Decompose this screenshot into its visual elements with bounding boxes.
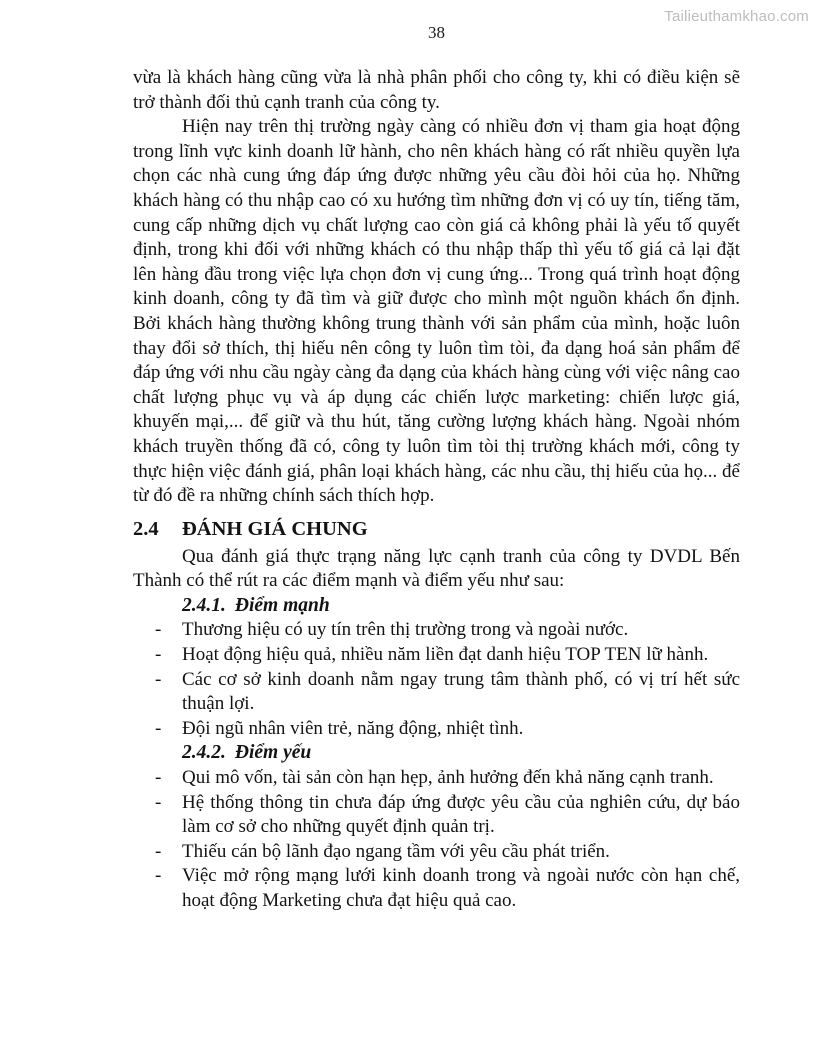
- subsection-number: 2.4.1.: [182, 594, 226, 616]
- list-item-text: Việc mở rộng mạng lưới kinh doanh trong và ngoài nước còn hạn chế, hoạt động Marketing chưa đạt hiệu quả cao.: [182, 865, 740, 911]
- page-number: 38: [428, 23, 445, 42]
- page-content: [133, 66, 740, 914]
- list-item: [133, 643, 740, 668]
- subsection-number: 2.4.2.: [182, 742, 226, 764]
- list-item-text: Các cơ sở kinh doanh nằm ngay trung tâm thành phố, có vị trí hết sức thuận lợi.: [182, 668, 740, 715]
- section-intro-paragraph: Qua đánh giá thực trạng năng lực cạnh tranh của công ty DVDL Bến Thành có thể rút ra các điểm mạnh và điểm yếu như sau:: [133, 545, 740, 592]
- list-dash: -: [155, 619, 162, 641]
- list-item-text: Đội ngũ nhân viên trẻ, năng động, nhiệt tình.: [182, 717, 524, 739]
- list-item: [133, 840, 740, 865]
- body-paragraph: vừa là khách hàng cũng vừa là nhà phân phối cho công ty, khi có điều kiện sẽ trở thành đối thủ cạnh tranh của công ty.: [133, 67, 740, 113]
- list-item-text: Qui mô vốn, tài sản còn hạn hẹp, ảnh hưởng đến khả năng cạnh tranh.: [182, 767, 714, 789]
- list-item: [133, 717, 740, 742]
- list-item: [133, 791, 740, 840]
- list-item: [133, 618, 740, 643]
- list-dash: -: [155, 668, 162, 690]
- list-item: [133, 766, 740, 791]
- body-paragraph: Hiện nay trên thị trường ngày càng có nhiều đơn vị tham gia hoạt động trong lĩnh vực kinh doanh lữ hành, cho nên khách hàng có rất nhiều quyền lựa chọn các nhà cung ứng đáp ứng được những yêu cầu đòi hỏi của họ. Những khách hàng có thu nhập cao có xu hướng tìm những đơn vị có uy tín, tiếng tăm, cung cấp những dịch vụ chất lượng cao còn giá cả không phải là yếu tố quyết định, trong khi đối với những khách có thu nhập thấp thì yếu tố giá cả lại đặt lên hàng đầu trong việc lựa chọn đơn vị cung ứng... Trong quá trình hoạt động kinh doanh, công ty đã tìm và giữ được cho mình một nguồn khách ổn định. Bởi khách hàng thường không trung thành với sản phẩm của mình, hoặc luôn thay đổi sở thích, thị hiếu nên công ty luôn tìm tòi, đa dạng hoá sản phẩm để đáp ứng với nhu cầu ngày càng đa dạng của khách hàng cùng với việc nâng cao chất lượng phục vụ và áp dụng các chiến lược marketing: chiến lược giá, khuyến mại,... để giữ và thu hút, tăng cường lượng khách hàng. Ngoài nhóm khách truyền thống đã có, công ty luôn tìm tòi thị trường khách mới, công ty thực hiện việc đánh giá, phân loại khách hàng, các nhu cầu, thị hiếu của họ... để từ đó đề ra những chính sách thích hợp.: [133, 116, 740, 507]
- subsection-heading-strengths: [133, 594, 740, 619]
- subsection-heading-weaknesses: [133, 741, 740, 766]
- section-title: ĐÁNH GIÁ CHUNG: [182, 517, 368, 540]
- list-dash: -: [155, 717, 162, 739]
- list-dash: -: [155, 865, 162, 887]
- section-heading: [133, 516, 740, 542]
- list-dash: -: [155, 644, 162, 666]
- subsection-title: Điểm yếu: [234, 742, 312, 764]
- list-item: [133, 864, 740, 913]
- watermark-text: Tailieuthamkhao.com: [664, 8, 809, 25]
- list-dash: -: [155, 767, 162, 789]
- list-item-text: Thiếu cán bộ lãnh đạo ngang tầm với yêu cầu phát triển.: [182, 840, 610, 862]
- list-dash: -: [155, 840, 162, 862]
- list-item: [133, 668, 740, 717]
- list-item-text: Hoạt động hiệu quả, nhiều năm liền đạt danh hiệu TOP TEN lữ hành.: [182, 644, 709, 666]
- list-item-text: Thương hiệu có uy tín trên thị trường trong và ngoài nước.: [182, 619, 629, 641]
- list-item-text: Hệ thống thông tin chưa đáp ứng được yêu cầu của nghiên cứu, dự báo làm cơ sở cho những quyết định quản trị.: [182, 791, 740, 838]
- list-dash: -: [155, 791, 162, 813]
- subsection-title: Điểm mạnh: [234, 594, 330, 616]
- section-number: 2.4: [133, 517, 159, 540]
